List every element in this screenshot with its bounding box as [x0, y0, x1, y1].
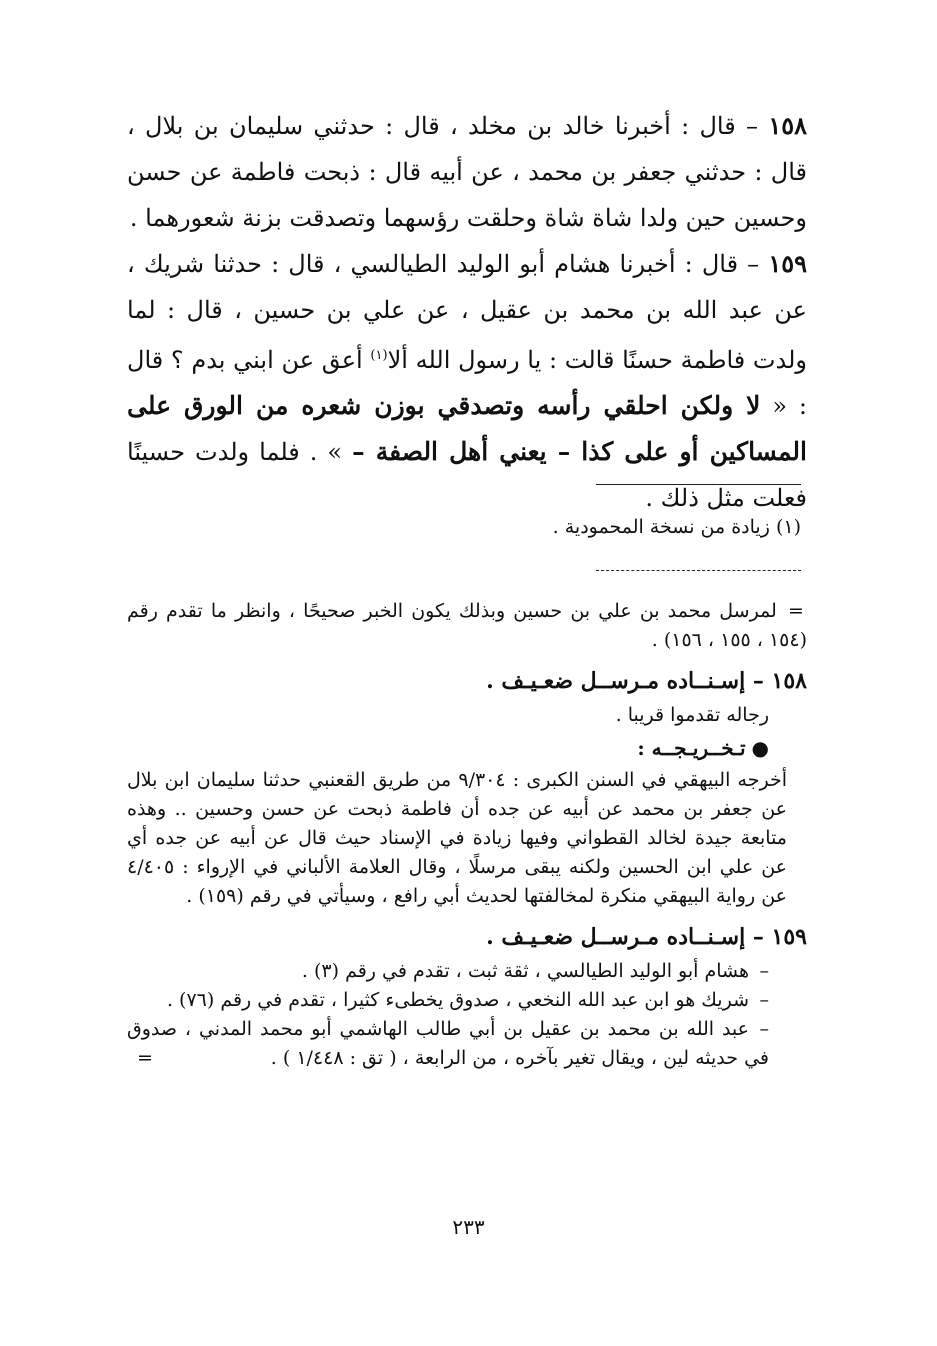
narrator-text: عبد الله بن محمد بن عقيل بن أبي طالب الهاشمي أبو محمد المدني ، صدوق في حديثه لين ، ويقال تغير بآخره ، من الرابعة ، ( تق : ١/٤٤٨ ) . — [127, 1018, 769, 1069]
footnote-marker: (١) — [775, 516, 801, 538]
continuation-mark: = — [137, 1047, 153, 1069]
main-text — [127, 103, 807, 521]
hadith-159 — [127, 241, 807, 521]
bullet-icon: ● — [751, 736, 769, 760]
hadith-text: » . فلما ولدت حسينًا فعلت مثل ذلك . — [127, 438, 807, 512]
hadith-text: أعق عن ابني بدم ؟ قال : « — [127, 346, 807, 420]
takhrij-label: تـخــريـجــه : — [637, 736, 746, 760]
commentary-divider — [596, 570, 801, 571]
takhrij-heading — [127, 730, 807, 766]
dash-icon: – — [759, 989, 769, 1011]
rijal-note: رجاله تقدموا قريبا . — [615, 704, 769, 726]
narrator-text: شريك هو ابن عبد الله النخعي ، صدوق يخطىء كثيرا ، تقدم في رقم (٧٦) . — [166, 989, 749, 1011]
prophetic-saying: لا ولكن احلقي رأسه وتصدقي بوزن شعره من الورق على المساكين أو على كذا – يعني أهل الصفة – — [127, 391, 807, 466]
section-heading-159: ١٥٩ – إسـنــاده مـرســل ضعـيـف . — [486, 924, 807, 950]
dash-icon: – — [759, 1018, 769, 1040]
narrator-item — [127, 957, 807, 986]
hadith-text: – قال : أخبرنا هشام أبو الوليد الطيالسي ، قال : حدثنا شريك ، عن عبد الله بن محمد بن عقيل ، عن علي بن حسين ، قال : لما ولدت فاطمة حسنًا قالت : يا رسول الله ألا — [127, 250, 808, 374]
narrator-item — [127, 986, 807, 1015]
section-heading-158: ١٥٨ – إسـنــاده مـرســل ضعـيـف . — [486, 668, 807, 694]
narrator-text: هشام أبو الوليد الطيالسي ، ثقة ثبت ، تقدم في رقم (٣) . — [301, 960, 749, 982]
continuation-text: لمرسل محمد بن علي بن حسين وبذلك يكون الخبر صحيحًا ، وانظر ما تقدم رقم (١٥٤ ، ١٥٥ ، ١٥٦) . — [127, 600, 807, 651]
footnote-text: زيادة من نسخة المحمودية . — [552, 516, 770, 538]
footnote-divider — [596, 484, 801, 485]
dash-icon: – — [759, 960, 769, 982]
footnote-reference: (١) — [370, 348, 388, 363]
hadith-number: ١٥٩ — [768, 249, 807, 278]
narrator-item — [127, 1015, 807, 1073]
continuation-mark: = — [788, 600, 804, 622]
footnote — [141, 512, 801, 542]
continuation-paragraph — [127, 597, 807, 655]
hadith-number: ١٥٨ — [768, 111, 807, 140]
commentary — [127, 597, 807, 1073]
hadith-158 — [127, 103, 807, 241]
page-number: ٢٣٣ — [452, 1215, 485, 1239]
takhrij-text: أخرجه البيهقي في السنن الكبرى : ٩/٣٠٤ من طريق القعنبي حدثنا سليمان ابن بلال عن جعفر بن محمد عن أبيه عن جده أن فاطمة ذبحت عن حسن وحسين .. وهذه متابعة جيدة لخالد القطواني وفيها زيادة في الإسناد حيث قال عن أبيه عن جده أي عن علي ابن الحسين ولكنه يبقى مرسلًا ، وقال العلامة الألباني في الإرواء : ٤/٤٠٥ عن رواية البيهقي منكرة لمخالفتها لحديث أبي رافع ، وسيأتي في رقم (١٥٩) . — [127, 769, 787, 907]
hadith-text: – قال : أخبرنا خالد بن مخلد ، قال : حدثني سليمان بن بلال ، قال : حدثني جعفر بن محمد ، عن أبيه قال : ذبحت فاطمة عن حسن وحسين حين ولدا شاة شاة وحلقت رؤسهما وتصدقت بزنة شعورهما . — [127, 112, 807, 232]
